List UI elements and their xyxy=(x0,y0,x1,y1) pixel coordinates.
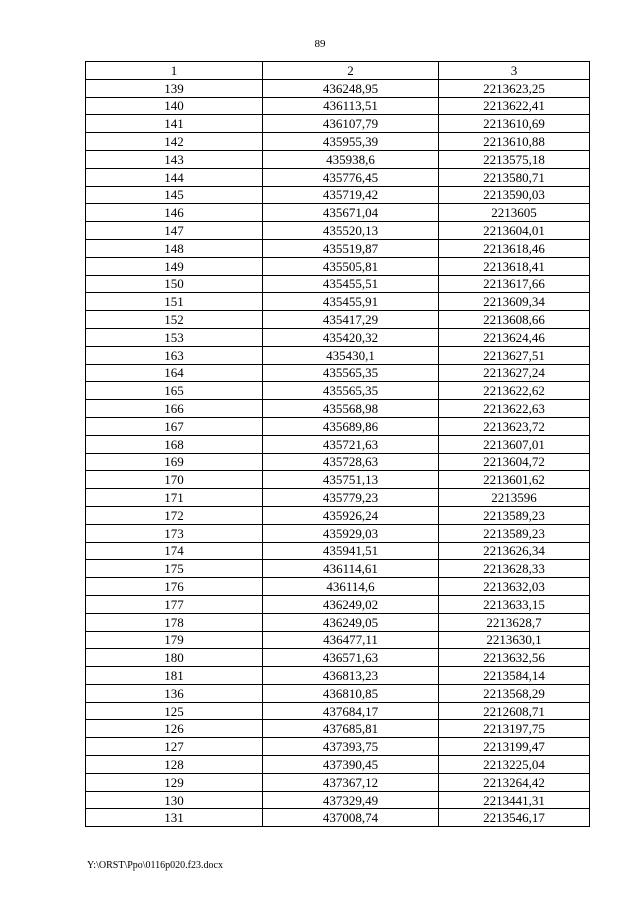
table-row xyxy=(86,293,590,311)
footer-file-path: Y:\ORST\Ppo\0116p020.f23.docx xyxy=(87,860,223,871)
y-coordinate-cell: 2213589,23 xyxy=(439,506,590,524)
table-row xyxy=(86,756,590,774)
table-row xyxy=(86,720,590,738)
y-coordinate-cell: 2213627,24 xyxy=(439,364,590,382)
point-number-cell: 151 xyxy=(86,293,263,311)
table-row xyxy=(86,222,590,240)
y-coordinate-cell: 2213623,72 xyxy=(439,417,590,435)
point-number-cell: 172 xyxy=(86,506,263,524)
point-number-cell: 131 xyxy=(86,809,263,827)
x-coordinate-cell: 437008,74 xyxy=(263,809,439,827)
x-coordinate-cell: 436813,23 xyxy=(263,667,439,685)
y-coordinate-cell: 2213628,7 xyxy=(439,613,590,631)
point-number-cell: 163 xyxy=(86,346,263,364)
y-coordinate-cell: 2213618,46 xyxy=(439,239,590,257)
point-number-cell: 142 xyxy=(86,133,263,151)
y-coordinate-cell: 2213610,88 xyxy=(439,133,590,151)
table-body xyxy=(86,79,590,826)
point-number-cell: 169 xyxy=(86,453,263,471)
table-row xyxy=(86,346,590,364)
point-number-cell: 164 xyxy=(86,364,263,382)
x-coordinate-cell: 435728,63 xyxy=(263,453,439,471)
y-coordinate-cell: 2213441,31 xyxy=(439,791,590,809)
table-row xyxy=(86,239,590,257)
point-number-cell: 129 xyxy=(86,773,263,791)
table-row xyxy=(86,453,590,471)
point-number-cell: 148 xyxy=(86,239,263,257)
x-coordinate-cell: 437684,17 xyxy=(263,702,439,720)
x-coordinate-cell: 436113,51 xyxy=(263,97,439,115)
table-row xyxy=(86,204,590,222)
x-coordinate-cell: 437329,49 xyxy=(263,791,439,809)
y-coordinate-cell: 2213632,03 xyxy=(439,578,590,596)
y-coordinate-cell: 2213607,01 xyxy=(439,435,590,453)
y-coordinate-cell: 2213622,63 xyxy=(439,400,590,418)
x-coordinate-cell: 436114,61 xyxy=(263,560,439,578)
y-coordinate-cell: 2213630,1 xyxy=(439,631,590,649)
y-coordinate-cell: 2213584,14 xyxy=(439,667,590,685)
y-coordinate-cell: 2213623,25 xyxy=(439,79,590,97)
point-number-cell: 150 xyxy=(86,275,263,293)
x-coordinate-cell: 435779,23 xyxy=(263,489,439,507)
x-coordinate-cell: 435721,63 xyxy=(263,435,439,453)
y-coordinate-cell: 2213197,75 xyxy=(439,720,590,738)
y-coordinate-cell: 2213590,03 xyxy=(439,186,590,204)
y-coordinate-cell: 2213601,62 xyxy=(439,471,590,489)
table-row xyxy=(86,613,590,631)
y-coordinate-cell: 2213589,23 xyxy=(439,524,590,542)
table-row xyxy=(86,595,590,613)
page-number: 89 xyxy=(314,38,326,50)
point-number-cell: 143 xyxy=(86,150,263,168)
y-coordinate-cell: 2213627,51 xyxy=(439,346,590,364)
y-coordinate-cell: 2213580,71 xyxy=(439,168,590,186)
point-number-cell: 127 xyxy=(86,738,263,756)
point-number-cell: 165 xyxy=(86,382,263,400)
point-number-cell: 147 xyxy=(86,222,263,240)
point-number-cell: 149 xyxy=(86,257,263,275)
y-coordinate-cell: 2213596 xyxy=(439,489,590,507)
table-row xyxy=(86,382,590,400)
x-coordinate-cell: 436249,02 xyxy=(263,595,439,613)
y-coordinate-cell: 2213568,29 xyxy=(439,684,590,702)
table-row xyxy=(86,168,590,186)
x-coordinate-cell: 435938,6 xyxy=(263,150,439,168)
x-coordinate-cell: 435565,35 xyxy=(263,364,439,382)
x-coordinate-cell: 436107,79 xyxy=(263,115,439,133)
table-row xyxy=(86,257,590,275)
x-coordinate-cell: 436248,95 xyxy=(263,79,439,97)
point-number-cell: 128 xyxy=(86,756,263,774)
table-row xyxy=(86,489,590,507)
x-coordinate-cell: 437393,75 xyxy=(263,738,439,756)
table-header-row xyxy=(86,62,590,80)
table-row xyxy=(86,133,590,151)
table-row xyxy=(86,684,590,702)
y-coordinate-cell: 2213622,41 xyxy=(439,97,590,115)
point-number-cell: 168 xyxy=(86,435,263,453)
x-coordinate-cell: 435455,51 xyxy=(263,275,439,293)
point-number-cell: 153 xyxy=(86,328,263,346)
x-coordinate-cell: 435455,91 xyxy=(263,293,439,311)
table-row xyxy=(86,738,590,756)
x-coordinate-cell: 435430,1 xyxy=(263,346,439,364)
table-row xyxy=(86,649,590,667)
x-coordinate-cell: 435955,39 xyxy=(263,133,439,151)
table-row xyxy=(86,417,590,435)
y-coordinate-cell: 2213225,04 xyxy=(439,756,590,774)
x-coordinate-cell: 435565,35 xyxy=(263,382,439,400)
table-row xyxy=(86,435,590,453)
x-coordinate-cell: 436114,6 xyxy=(263,578,439,596)
point-number-cell: 144 xyxy=(86,168,263,186)
table-row xyxy=(86,542,590,560)
x-coordinate-cell: 435505,81 xyxy=(263,257,439,275)
table-row xyxy=(86,275,590,293)
table-row xyxy=(86,400,590,418)
x-coordinate-cell: 435519,87 xyxy=(263,239,439,257)
x-coordinate-cell: 435929,03 xyxy=(263,524,439,542)
x-coordinate-cell: 436571,63 xyxy=(263,649,439,667)
y-coordinate-cell: 2213546,17 xyxy=(439,809,590,827)
y-coordinate-cell: 2213264,42 xyxy=(439,773,590,791)
table-row xyxy=(86,560,590,578)
point-number-cell: 170 xyxy=(86,471,263,489)
point-number-cell: 175 xyxy=(86,560,263,578)
y-coordinate-cell: 2213605 xyxy=(439,204,590,222)
table-row xyxy=(86,328,590,346)
point-number-cell: 173 xyxy=(86,524,263,542)
x-coordinate-cell: 435671,04 xyxy=(263,204,439,222)
y-coordinate-cell: 2213626,34 xyxy=(439,542,590,560)
point-number-cell: 126 xyxy=(86,720,263,738)
point-number-cell: 141 xyxy=(86,115,263,133)
x-coordinate-cell: 437367,12 xyxy=(263,773,439,791)
y-coordinate-cell: 2213608,66 xyxy=(439,311,590,329)
y-coordinate-cell: 2213632,56 xyxy=(439,649,590,667)
x-coordinate-cell: 435926,24 xyxy=(263,506,439,524)
table-row xyxy=(86,186,590,204)
point-number-cell: 171 xyxy=(86,489,263,507)
x-coordinate-cell: 435776,45 xyxy=(263,168,439,186)
x-coordinate-cell: 435719,42 xyxy=(263,186,439,204)
y-coordinate-cell: 2213622,62 xyxy=(439,382,590,400)
x-coordinate-cell: 435751,13 xyxy=(263,471,439,489)
y-coordinate-cell: 2213199,47 xyxy=(439,738,590,756)
table-row xyxy=(86,97,590,115)
x-coordinate-cell: 435941,51 xyxy=(263,542,439,560)
y-coordinate-cell: 2213617,66 xyxy=(439,275,590,293)
y-coordinate-cell: 2213628,33 xyxy=(439,560,590,578)
x-coordinate-cell: 435417,29 xyxy=(263,311,439,329)
y-coordinate-cell: 2212608,71 xyxy=(439,702,590,720)
point-number-cell: 178 xyxy=(86,613,263,631)
x-coordinate-cell: 436477,11 xyxy=(263,631,439,649)
table-row xyxy=(86,506,590,524)
x-coordinate-cell: 435420,32 xyxy=(263,328,439,346)
point-number-cell: 152 xyxy=(86,311,263,329)
table-row xyxy=(86,115,590,133)
y-coordinate-cell: 2213624,46 xyxy=(439,328,590,346)
y-coordinate-cell: 2213604,01 xyxy=(439,222,590,240)
point-number-cell: 146 xyxy=(86,204,263,222)
table-row xyxy=(86,773,590,791)
point-number-cell: 136 xyxy=(86,684,263,702)
point-number-cell: 176 xyxy=(86,578,263,596)
y-coordinate-cell: 2213575,18 xyxy=(439,150,590,168)
x-coordinate-cell: 435520,13 xyxy=(263,222,439,240)
point-number-cell: 174 xyxy=(86,542,263,560)
x-coordinate-cell: 436810,85 xyxy=(263,684,439,702)
point-number-cell: 177 xyxy=(86,595,263,613)
y-coordinate-cell: 2213618,41 xyxy=(439,257,590,275)
point-number-cell: 139 xyxy=(86,79,263,97)
point-number-cell: 130 xyxy=(86,791,263,809)
point-number-cell: 125 xyxy=(86,702,263,720)
table-row xyxy=(86,524,590,542)
x-coordinate-cell: 436249,05 xyxy=(263,613,439,631)
point-number-cell: 179 xyxy=(86,631,263,649)
column-header-3: 3 xyxy=(439,62,590,80)
coordinates-table xyxy=(85,61,590,827)
table-row xyxy=(86,311,590,329)
point-number-cell: 140 xyxy=(86,97,263,115)
x-coordinate-cell: 435568,98 xyxy=(263,400,439,418)
table-row xyxy=(86,364,590,382)
y-coordinate-cell: 2213633,15 xyxy=(439,595,590,613)
point-number-cell: 166 xyxy=(86,400,263,418)
y-coordinate-cell: 2213610,69 xyxy=(439,115,590,133)
table-row xyxy=(86,150,590,168)
table-row xyxy=(86,631,590,649)
point-number-cell: 145 xyxy=(86,186,263,204)
table-row xyxy=(86,667,590,685)
table-row xyxy=(86,809,590,827)
x-coordinate-cell: 437685,81 xyxy=(263,720,439,738)
column-header-1: 1 xyxy=(86,62,263,80)
y-coordinate-cell: 2213609,34 xyxy=(439,293,590,311)
point-number-cell: 167 xyxy=(86,417,263,435)
table-row xyxy=(86,79,590,97)
point-number-cell: 180 xyxy=(86,649,263,667)
y-coordinate-cell: 2213604,72 xyxy=(439,453,590,471)
column-header-2: 2 xyxy=(263,62,439,80)
table-row xyxy=(86,702,590,720)
table-row xyxy=(86,578,590,596)
x-coordinate-cell: 435689,86 xyxy=(263,417,439,435)
table-row xyxy=(86,791,590,809)
point-number-cell: 181 xyxy=(86,667,263,685)
x-coordinate-cell: 437390,45 xyxy=(263,756,439,774)
table-row xyxy=(86,471,590,489)
